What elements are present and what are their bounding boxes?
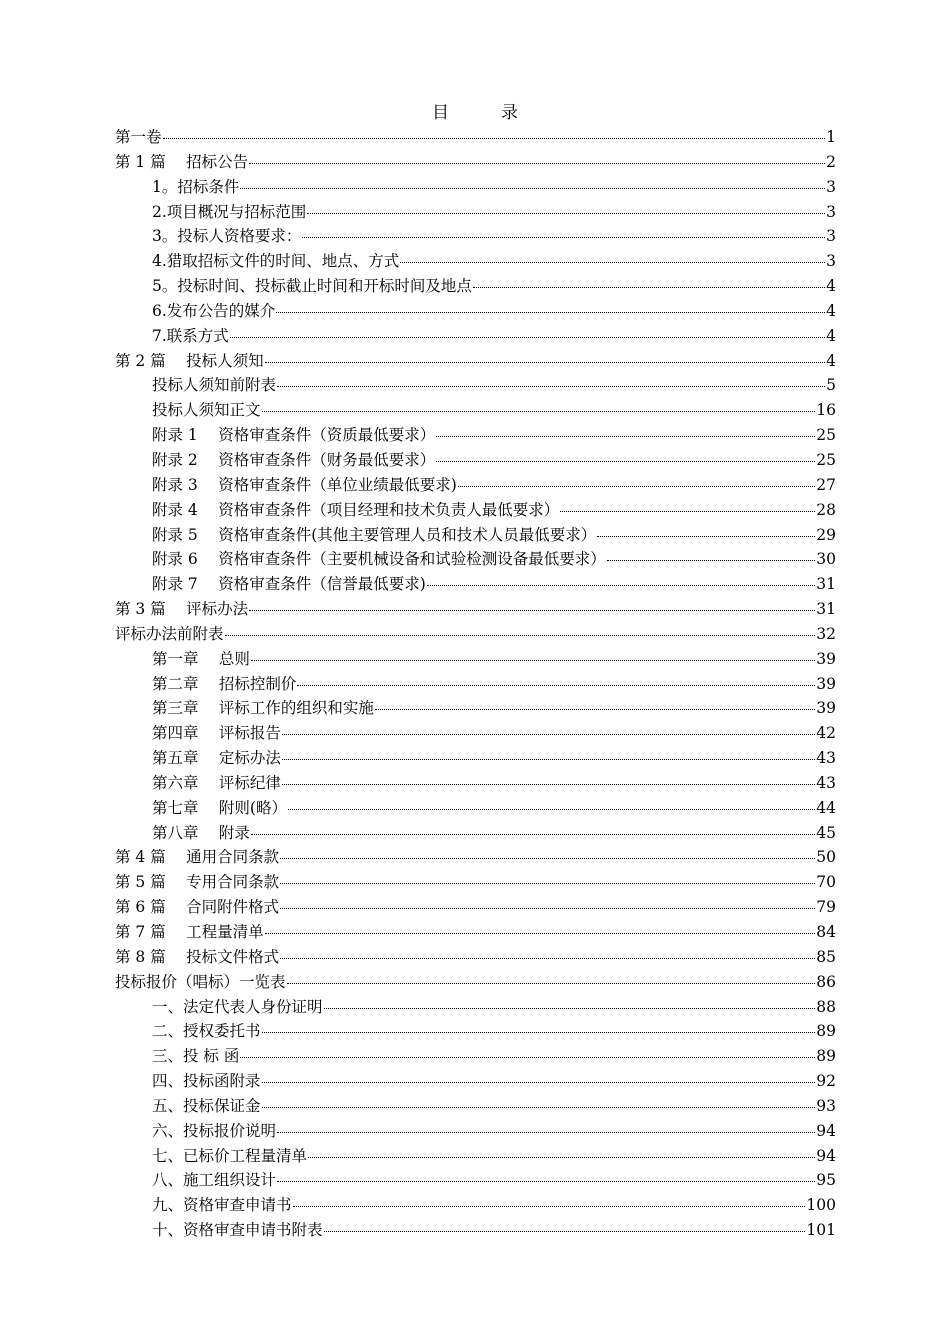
toc-entry-page-number: 50 (816, 848, 836, 867)
toc-entry-label: 第 3 篇 评标办法 (115, 600, 249, 619)
toc-leader-dots (324, 1008, 816, 1009)
toc-entry[interactable] (115, 398, 836, 423)
toc-leader-dots (436, 461, 815, 462)
toc-entry-page-number: 3 (826, 177, 836, 196)
toc-entry-page-number: 45 (816, 823, 836, 842)
toc-entry-label: 第二章 招标控制价 (152, 674, 297, 693)
toc-entry[interactable] (115, 125, 836, 150)
toc-entry[interactable] (115, 175, 836, 200)
toc-entry[interactable] (115, 622, 836, 647)
toc-entry[interactable] (115, 1069, 836, 1094)
toc-entry-label: 一、法定代表人身份证明 (152, 997, 323, 1016)
toc-leader-dots (293, 1206, 806, 1207)
toc-entry-label: 附录 2 资格审查条件（财务最低要求） (152, 450, 436, 469)
toc-entry-page-number: 84 (816, 923, 836, 941)
toc-entry-label: 4.猎取招标文件的时间、地点、方式 (152, 252, 400, 271)
toc-entry[interactable] (115, 995, 836, 1020)
toc-entry-page-number: 3 (826, 202, 836, 221)
toc-leader-dots (297, 685, 815, 686)
toc-entry-label: 2.项目概况与招标范围 (152, 202, 307, 221)
toc-leader-dots (249, 610, 815, 611)
toc-leader-dots (240, 1057, 815, 1058)
toc-entry-page-number: 39 (816, 649, 836, 668)
toc-leader-dots (277, 1181, 815, 1182)
toc-entry[interactable] (115, 523, 836, 548)
toc-entry-label: 五、投标保证金 (152, 1096, 261, 1115)
toc-entry[interactable] (115, 870, 836, 895)
toc-entry-label: 附录 3 资格审查条件（单位业绩最低要求) (152, 475, 457, 494)
toc-entry[interactable] (115, 448, 836, 473)
toc-entry-label: 第一章 总则 (152, 649, 250, 668)
toc-entry-label: 第 1 篇 招标公告 (115, 152, 249, 171)
toc-entry-page-number: 39 (816, 699, 836, 718)
toc-entry[interactable] (115, 373, 836, 398)
toc-entry[interactable] (115, 150, 836, 175)
toc-entry[interactable] (115, 572, 836, 597)
toc-entry-label: 7.联系方式 (152, 326, 229, 345)
toc-entry[interactable] (115, 945, 836, 970)
toc-leader-dots (307, 213, 825, 214)
toc-title-left: 目 (432, 103, 449, 123)
toc-entry-page-number: 70 (816, 873, 836, 892)
toc-leader-dots (427, 585, 816, 586)
toc-entry[interactable] (115, 274, 836, 299)
toc-entry[interactable] (115, 1119, 836, 1144)
toc-entry-label: 六、投标报价说明 (152, 1121, 277, 1140)
toc-entry-page-number: 42 (816, 724, 836, 743)
toc-entry-page-number: 92 (816, 1072, 836, 1091)
toc-leader-dots (262, 411, 816, 412)
toc-entry-label: 第 7 篇 工程量清单 (115, 923, 264, 941)
toc-leader-dots (302, 237, 825, 238)
toc-entry[interactable] (115, 1019, 836, 1044)
toc-entry[interactable] (115, 1193, 836, 1218)
toc-entry-label: 6.发布公告的媒介 (152, 301, 276, 320)
toc-leader-dots (280, 883, 815, 884)
toc-entry[interactable] (115, 771, 836, 796)
toc-entry[interactable] (115, 498, 836, 523)
toc-entry-label: 四、投标函附录 (152, 1072, 261, 1091)
toc-entry-label: 第 4 篇 通用合同条款 (115, 848, 280, 867)
toc-entry[interactable] (115, 920, 836, 945)
toc-entry-label: 第三章 评标工作的组织和实施 (152, 699, 374, 718)
toc-leader-dots (282, 784, 815, 785)
toc-entry[interactable] (115, 224, 836, 249)
toc-entry[interactable] (115, 349, 836, 374)
toc-entry-label: 第七章 附则(略） (152, 798, 287, 817)
toc-entry[interactable] (115, 1044, 836, 1069)
toc-entry-page-number: 2 (826, 152, 836, 171)
toc-leader-dots (262, 1107, 816, 1108)
toc-entry-label: 投标报价（唱标）一览表 (115, 972, 286, 991)
toc-entry-label: 第四章 评标报告 (152, 724, 281, 743)
toc-entry-page-number: 27 (816, 475, 836, 494)
toc-entry[interactable] (115, 1168, 836, 1193)
toc-entry-page-number: 89 (816, 1047, 836, 1066)
toc-entry-page-number: 28 (816, 500, 836, 519)
toc-entry-label: 5。投标时间、投标截止时间和开标时间及地点 (152, 277, 472, 296)
toc-entry-page-number: 94 (816, 1146, 836, 1165)
toc-leader-dots (473, 287, 825, 288)
toc-entry-label: 投标人须知正文 (152, 401, 261, 420)
toc-entry[interactable] (115, 324, 836, 349)
toc-entry-label: 八、施工组织设计 (152, 1171, 277, 1190)
toc-entry-page-number: 1 (826, 128, 836, 146)
toc-title-right: 录 (501, 103, 518, 123)
toc-entry-page-number: 4 (826, 277, 836, 296)
toc-entry[interactable] (115, 821, 836, 846)
toc-leader-dots (308, 1157, 815, 1158)
toc-entry[interactable] (115, 1094, 836, 1119)
toc-entry[interactable] (115, 597, 836, 622)
toc-entry-label: 第五章 定标办法 (152, 749, 281, 768)
toc-leader-dots (324, 1231, 806, 1232)
toc-leader-dots (436, 436, 815, 437)
toc-leader-dots (280, 908, 815, 909)
toc-entry-page-number: 4 (826, 326, 836, 345)
toc-entry-page-number: 4 (826, 301, 836, 320)
toc-leader-dots (265, 362, 825, 363)
toc-entry[interactable] (115, 423, 836, 448)
toc-leader-dots (458, 486, 816, 487)
toc-entry-label: 3。投标人资格要求： (152, 227, 302, 246)
toc-entry[interactable] (115, 249, 836, 274)
toc-leader-dots (597, 536, 815, 537)
toc-title (0, 100, 950, 126)
toc-entry-label: 评标办法前附表 (115, 624, 224, 643)
toc-entry-label: 第 6 篇 合同附件格式 (115, 898, 280, 917)
toc-entry-page-number: 25 (816, 426, 836, 445)
toc-leader-dots (288, 809, 815, 810)
toc-leader-dots (282, 759, 815, 760)
toc-leader-dots (280, 958, 815, 959)
toc-leader-dots (225, 635, 816, 636)
toc-leader-dots (375, 709, 815, 710)
toc-entry-label: 附录 7 资格审查条件（信誉最低要求) (152, 575, 426, 594)
toc-entry[interactable] (115, 473, 836, 498)
toc-entry-label: 附录 4 资格审查条件（项目经理和技术负责人最低要求） (152, 500, 560, 519)
toc-entry[interactable] (115, 895, 836, 920)
toc-entry-page-number: 30 (816, 550, 836, 569)
toc-leader-dots (287, 983, 816, 984)
toc-entry-page-number: 89 (816, 1022, 836, 1041)
toc-entry[interactable] (115, 721, 836, 746)
toc-entry[interactable] (115, 672, 836, 697)
toc-entry-label: 第 8 篇 投标文件格式 (115, 947, 280, 966)
toc-entry-label: 第 5 篇 专用合同条款 (115, 873, 280, 892)
toc-entry-page-number: 43 (816, 773, 836, 792)
toc-entry-label: 投标人须知前附表 (152, 376, 277, 395)
toc-entry-page-number: 16 (816, 401, 836, 420)
toc-entry-page-number: 25 (816, 450, 836, 469)
toc-entry[interactable] (115, 796, 836, 821)
toc-entry-label: 九、资格审查申请书 (152, 1196, 292, 1215)
toc-entry-page-number: 86 (816, 972, 836, 991)
toc-entry-page-number: 43 (816, 749, 836, 768)
toc-entry-label: 第 2 篇 投标人须知 (115, 351, 264, 370)
toc-entry-page-number: 32 (816, 624, 836, 643)
toc-leader-dots (262, 1032, 816, 1033)
toc-entry-page-number: 29 (816, 525, 836, 544)
toc-leader-dots (277, 1132, 815, 1133)
toc-entry[interactable] (115, 1144, 836, 1169)
toc-entry[interactable] (115, 845, 836, 870)
toc-entry-label: 第一卷 (115, 128, 162, 146)
toc-leader-dots (400, 262, 825, 263)
toc-entry-page-number: 3 (826, 252, 836, 271)
toc-entry-page-number: 31 (816, 575, 836, 594)
toc-leader-dots (230, 337, 825, 338)
toc-entry-label: 十、资格审查申请书附表 (152, 1221, 323, 1240)
toc-entry-page-number: 31 (816, 600, 836, 619)
toc-entry-label: 附录 5 资格审查条件(其他主要管理人员和技术人员最低要求） (152, 525, 597, 544)
toc-entry-label: 1。招标条件 (152, 177, 240, 196)
toc-entry-page-number: 93 (816, 1096, 836, 1115)
toc-leader-dots (251, 834, 815, 835)
toc-entry-page-number: 100 (806, 1196, 836, 1215)
toc-entry-page-number: 79 (816, 898, 836, 917)
toc-leader-dots (265, 933, 816, 934)
toc-leader-dots (282, 734, 815, 735)
toc-entry-label: 二、授权委托书 (152, 1022, 261, 1041)
toc-entry-label: 附录 1 资格审查条件（资质最低要求） (152, 426, 436, 445)
toc-entry-page-number: 95 (816, 1171, 836, 1190)
toc-leader-dots (277, 386, 825, 387)
toc-entry-page-number: 44 (816, 798, 836, 817)
toc-entry[interactable] (115, 970, 836, 995)
toc-entry-page-number: 4 (826, 351, 836, 370)
toc-leader-dots (163, 138, 826, 139)
toc-leader-dots (607, 560, 816, 561)
toc-entry[interactable] (115, 299, 836, 324)
toc-entry-page-number: 101 (806, 1221, 836, 1240)
toc-entry-page-number: 85 (816, 947, 836, 966)
toc-entry-page-number: 94 (816, 1121, 836, 1140)
toc-leader-dots (560, 511, 815, 512)
toc-leader-dots (240, 188, 825, 189)
toc-entry[interactable] (115, 647, 836, 672)
toc-leader-dots (249, 163, 825, 164)
toc-entry-label: 第八章 附录 (152, 823, 250, 842)
toc-entry-page-number: 39 (816, 674, 836, 693)
toc-entry-label: 第六章 评标纪律 (152, 773, 281, 792)
toc-leader-dots (276, 312, 825, 313)
toc-leader-dots (262, 1082, 816, 1083)
toc-entry-label: 附录 6 资格审查条件（主要机械设备和试验检测设备最低要求） (152, 550, 606, 569)
toc-entry-page-number: 3 (826, 227, 836, 246)
toc-entry[interactable] (115, 696, 836, 721)
toc-leader-dots (280, 858, 815, 859)
toc-entry[interactable] (115, 746, 836, 771)
toc-entry-label: 三、投 标 函 (152, 1047, 240, 1066)
toc-entry-page-number: 88 (816, 997, 836, 1016)
toc-entry-label: 七、已标价工程量清单 (152, 1146, 308, 1165)
toc-entry[interactable] (115, 1218, 836, 1243)
toc-entry[interactable] (115, 547, 836, 572)
toc-leader-dots (251, 660, 815, 661)
toc-entry-page-number: 5 (826, 376, 836, 395)
table-of-contents (115, 125, 836, 1243)
toc-entry[interactable] (115, 200, 836, 225)
